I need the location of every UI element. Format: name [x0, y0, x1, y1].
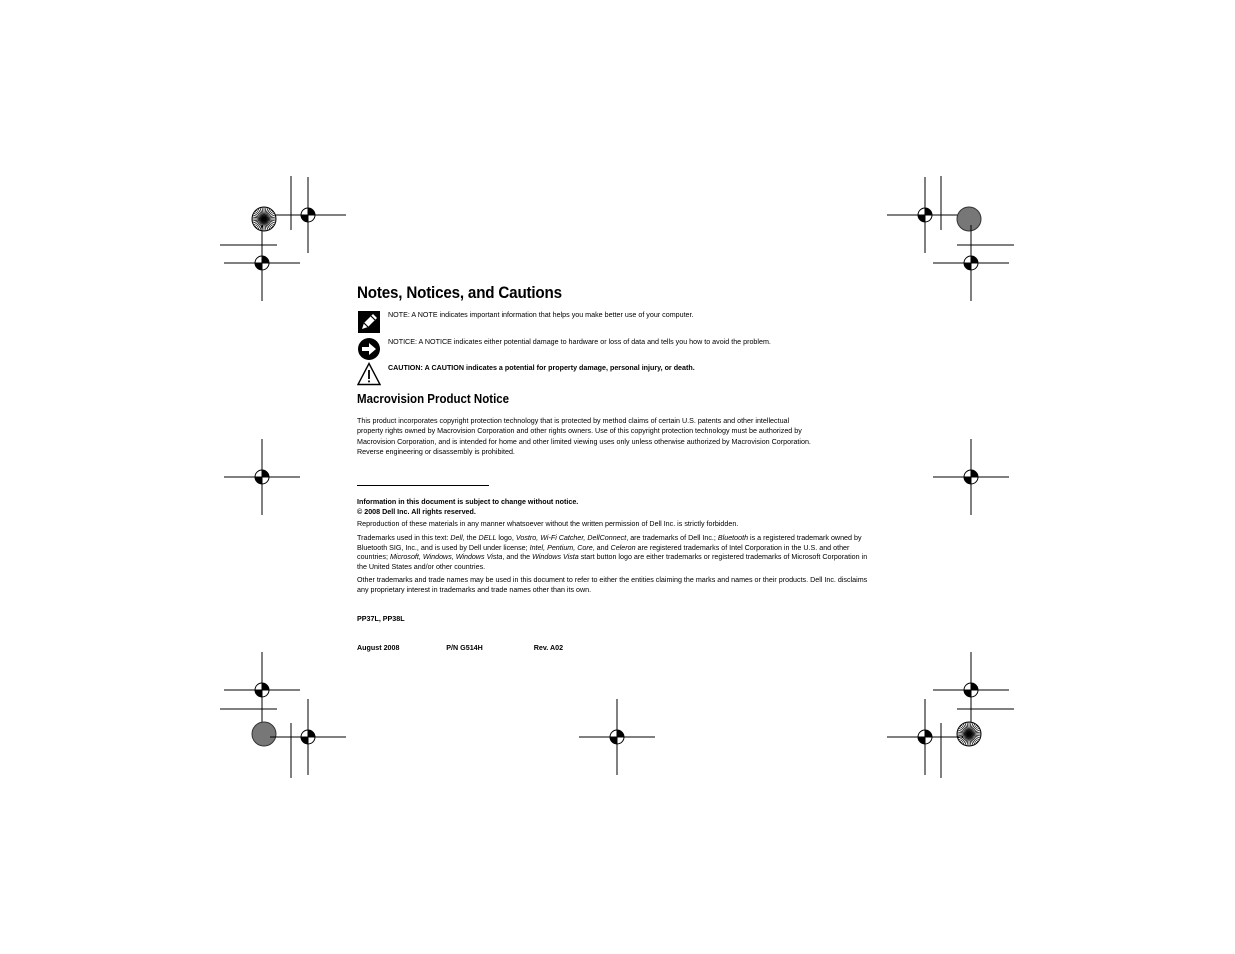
paragraph-line: This product incorporates copyright protection technology that is protected by method claims of certain U.S. patents and other intellectual: [357, 416, 790, 425]
text-run: , are trademarks of Dell Inc.;: [626, 533, 718, 542]
footer-part-number: P/N G514H: [446, 643, 483, 652]
text-run: , the: [462, 533, 479, 542]
trademark: Intel, Pentium, Core: [529, 542, 593, 552]
copyright-line: © 2008 Dell Inc. All rights reserved.: [357, 506, 476, 516]
starburst-mark: [252, 207, 276, 231]
paragraph-line: property rights owned by Macrovision Corporation and other rights owners. Use of this copyright protection technology must be authorized by: [357, 426, 802, 436]
trademark: Vostro, Wi-Fi Catcher, DellConnect: [515, 533, 627, 542]
text-run: are registered trademarks of Intel Corporation in the U.S. and other countries;: [357, 542, 850, 561]
text-run: is a registered trademark owned by Bluetooth SIG, Inc., and is used by Dell under license;: [357, 533, 862, 552]
gray-disc-mark: [957, 207, 981, 231]
trademark: Bluetooth: [717, 533, 749, 542]
text-run: , and: [592, 542, 611, 552]
footer-date: August 2008: [357, 643, 400, 652]
model-numbers: PP37L, PP38L: [357, 614, 405, 623]
warning-triangle-icon: [357, 362, 381, 386]
trademark: Dell: [450, 533, 463, 542]
trademark: Celeron: [610, 542, 636, 552]
macrovision-paragraph: [357, 416, 869, 457]
legal-header: [357, 497, 869, 516]
starburst-mark: [957, 722, 981, 746]
page-title: Notes, Notices, and Cautions: [357, 284, 562, 302]
caution-text: CAUTION: A CAUTION indicates a potential for property damage, personal injury, or death.: [388, 363, 695, 372]
paragraph-line: Macrovision Corporation, and is intended for home and other limited viewing uses only unless otherwise authorized by Macrovision Corporation.: [357, 436, 811, 446]
trademarks-paragraph: [357, 533, 869, 571]
text-run: , and the: [502, 552, 533, 561]
trademark: Windows Vista: [532, 552, 579, 561]
notice-text: NOTICE: A NOTICE indicates either potential damage to hardware or loss of data and tells you how to avoid the problem.: [388, 337, 771, 346]
text-run: Trademarks used in this text:: [357, 533, 451, 542]
text-run: start button logo are either trademarks or registered trademarks of Microsoft Corporation in the United States and/or other countries.: [357, 552, 868, 571]
text-run: logo,: [496, 533, 516, 542]
info-line: Information in this document is subject to change without notice.: [357, 497, 579, 506]
paragraph-line: Reverse engineering or disassembly is prohibited.: [357, 446, 515, 456]
section-title: Macrovision Product Notice: [357, 392, 510, 406]
trademark: DELL: [478, 533, 497, 542]
pencil-note-icon: [357, 310, 381, 334]
arrow-circle-icon: [357, 337, 381, 361]
note-text: NOTE: A NOTE indicates important information that helps you make better use of your computer.: [388, 310, 694, 319]
other-trademarks-text: Other trademarks and trade names may be used in this document to refer to either the entities claiming the marks and names or their products. Dell Inc. disclaims any proprietary interest in trademarks and trade names other than its own.: [357, 575, 868, 594]
reproduction-text: Reproduction of these materials in any manner whatsoever without the written permission of Dell Inc. is strictly forbidden.: [357, 519, 739, 528]
divider: [357, 485, 489, 486]
footer-revision: Rev. A02: [533, 643, 564, 652]
trademark: Microsoft, Windows, Windows Vista: [389, 552, 503, 561]
gray-disc-mark: [252, 722, 276, 746]
